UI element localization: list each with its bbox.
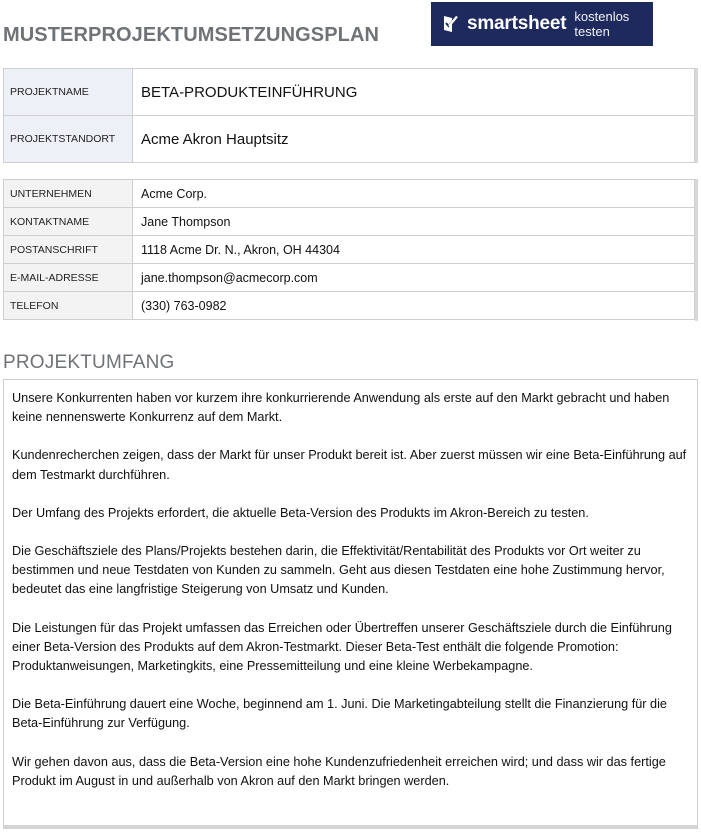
logo-brand: smartsheet [467, 13, 567, 34]
scope-paragraph: Die Leistungen für das Projekt umfassen das Erreichen oder Übertreffen unserer Geschäftsziele durch die Einführung einer Beta-Version des Produkts auf dem Akron-Testmarkt. Dieser Beta-Test enthält die folgende Promotion: Produktanweisungen, Marketingkits, eine Pressemitteilung und eine kleine Werbekampagne. [12, 620, 672, 674]
postal-address-value: 1118 Acme Dr. N., Akron, OH 44304 [133, 236, 695, 264]
company-value: Acme Corp. [133, 180, 695, 208]
scope-heading: PROJEKTUMFANG [3, 352, 175, 373]
scope-paragraph: Die Geschäftsziele des Plans/Projekts bestehen darin, die Effektivität/Rentabilität des Produkts vor Ort weiter zu bestimmen und neue Testdaten von Kunden zu sammeln. Geht aus diesen Testdaten eine hohe Zustimmung hervor, bedeutet das eine langfristige Steigerung von Umsatz und Kunden. [12, 544, 665, 597]
smartsheet-check-icon [443, 15, 459, 33]
logo-cta: kostenlos testen [574, 9, 630, 39]
table-row [4, 180, 695, 208]
project-info-table [3, 68, 695, 163]
project-name-value: BETA-PRODUKTEINFÜHRUNG [133, 69, 695, 116]
email-value: jane.thompson@acmecorp.com [133, 264, 695, 292]
scope-text-box [3, 379, 698, 829]
project-location-label: PROJEKTSTANDORT [4, 116, 133, 163]
contact-name-label: KONTAKTNAME [4, 208, 133, 236]
page-title: MUSTERPROJEKTUMSETZUNGSPLAN [3, 24, 380, 46]
table-row [4, 264, 695, 292]
postal-address-label: POSTANSCHRIFT [4, 236, 133, 264]
company-label: UNTERNEHMEN [4, 180, 133, 208]
contact-name-value: Jane Thompson [133, 208, 695, 236]
contact-info-table [3, 179, 695, 320]
phone-label: TELEFON [4, 292, 133, 320]
table-row [4, 69, 695, 116]
table-row [4, 208, 695, 236]
project-location-value: Acme Akron Hauptsitz [133, 116, 695, 163]
scope-paragraph: Die Beta-Einführung dauert eine Woche, beginnend am 1. Juni. Die Marketingabteilung stellt die Finanzierung für die Beta-Einführung zur Verfügung. [12, 697, 667, 731]
table-shadow [695, 68, 698, 163]
project-name-label: PROJEKTNAME [4, 69, 133, 116]
table-row [4, 116, 695, 163]
table-row [4, 292, 695, 320]
phone-value: (330) 763-0982 [133, 292, 695, 320]
scope-paragraph: Unsere Konkurrenten haben vor kurzem ihre konkurrierende Anwendung als erste auf den Markt gebracht und haben keine nennenswerte Konkurrenz auf dem Markt. [12, 391, 670, 425]
table-shadow [695, 179, 698, 321]
scope-paragraph: Wir gehen davon aus, dass die Beta-Version eine hohe Kundenzufriedenheit erreichen wird; und dass wir das fertige Produkt im August in und außerhalb von Akron auf den Markt bringen werden. [12, 754, 666, 788]
scope-paragraph: Der Umfang des Projekts erfordert, die aktuelle Beta-Version des Produkts im Akron-Bereich zu testen. [12, 505, 589, 520]
scope-paragraph: Kundenrecherchen zeigen, dass der Markt für unser Produkt bereit ist. Aber zuerst müssen wir eine Beta-Einführung auf dem Testmarkt durchführen. [12, 448, 687, 482]
table-row [4, 236, 695, 264]
smartsheet-banner-link[interactable] [431, 2, 653, 46]
email-label: E-MAIL-ADRESSE [4, 264, 133, 292]
